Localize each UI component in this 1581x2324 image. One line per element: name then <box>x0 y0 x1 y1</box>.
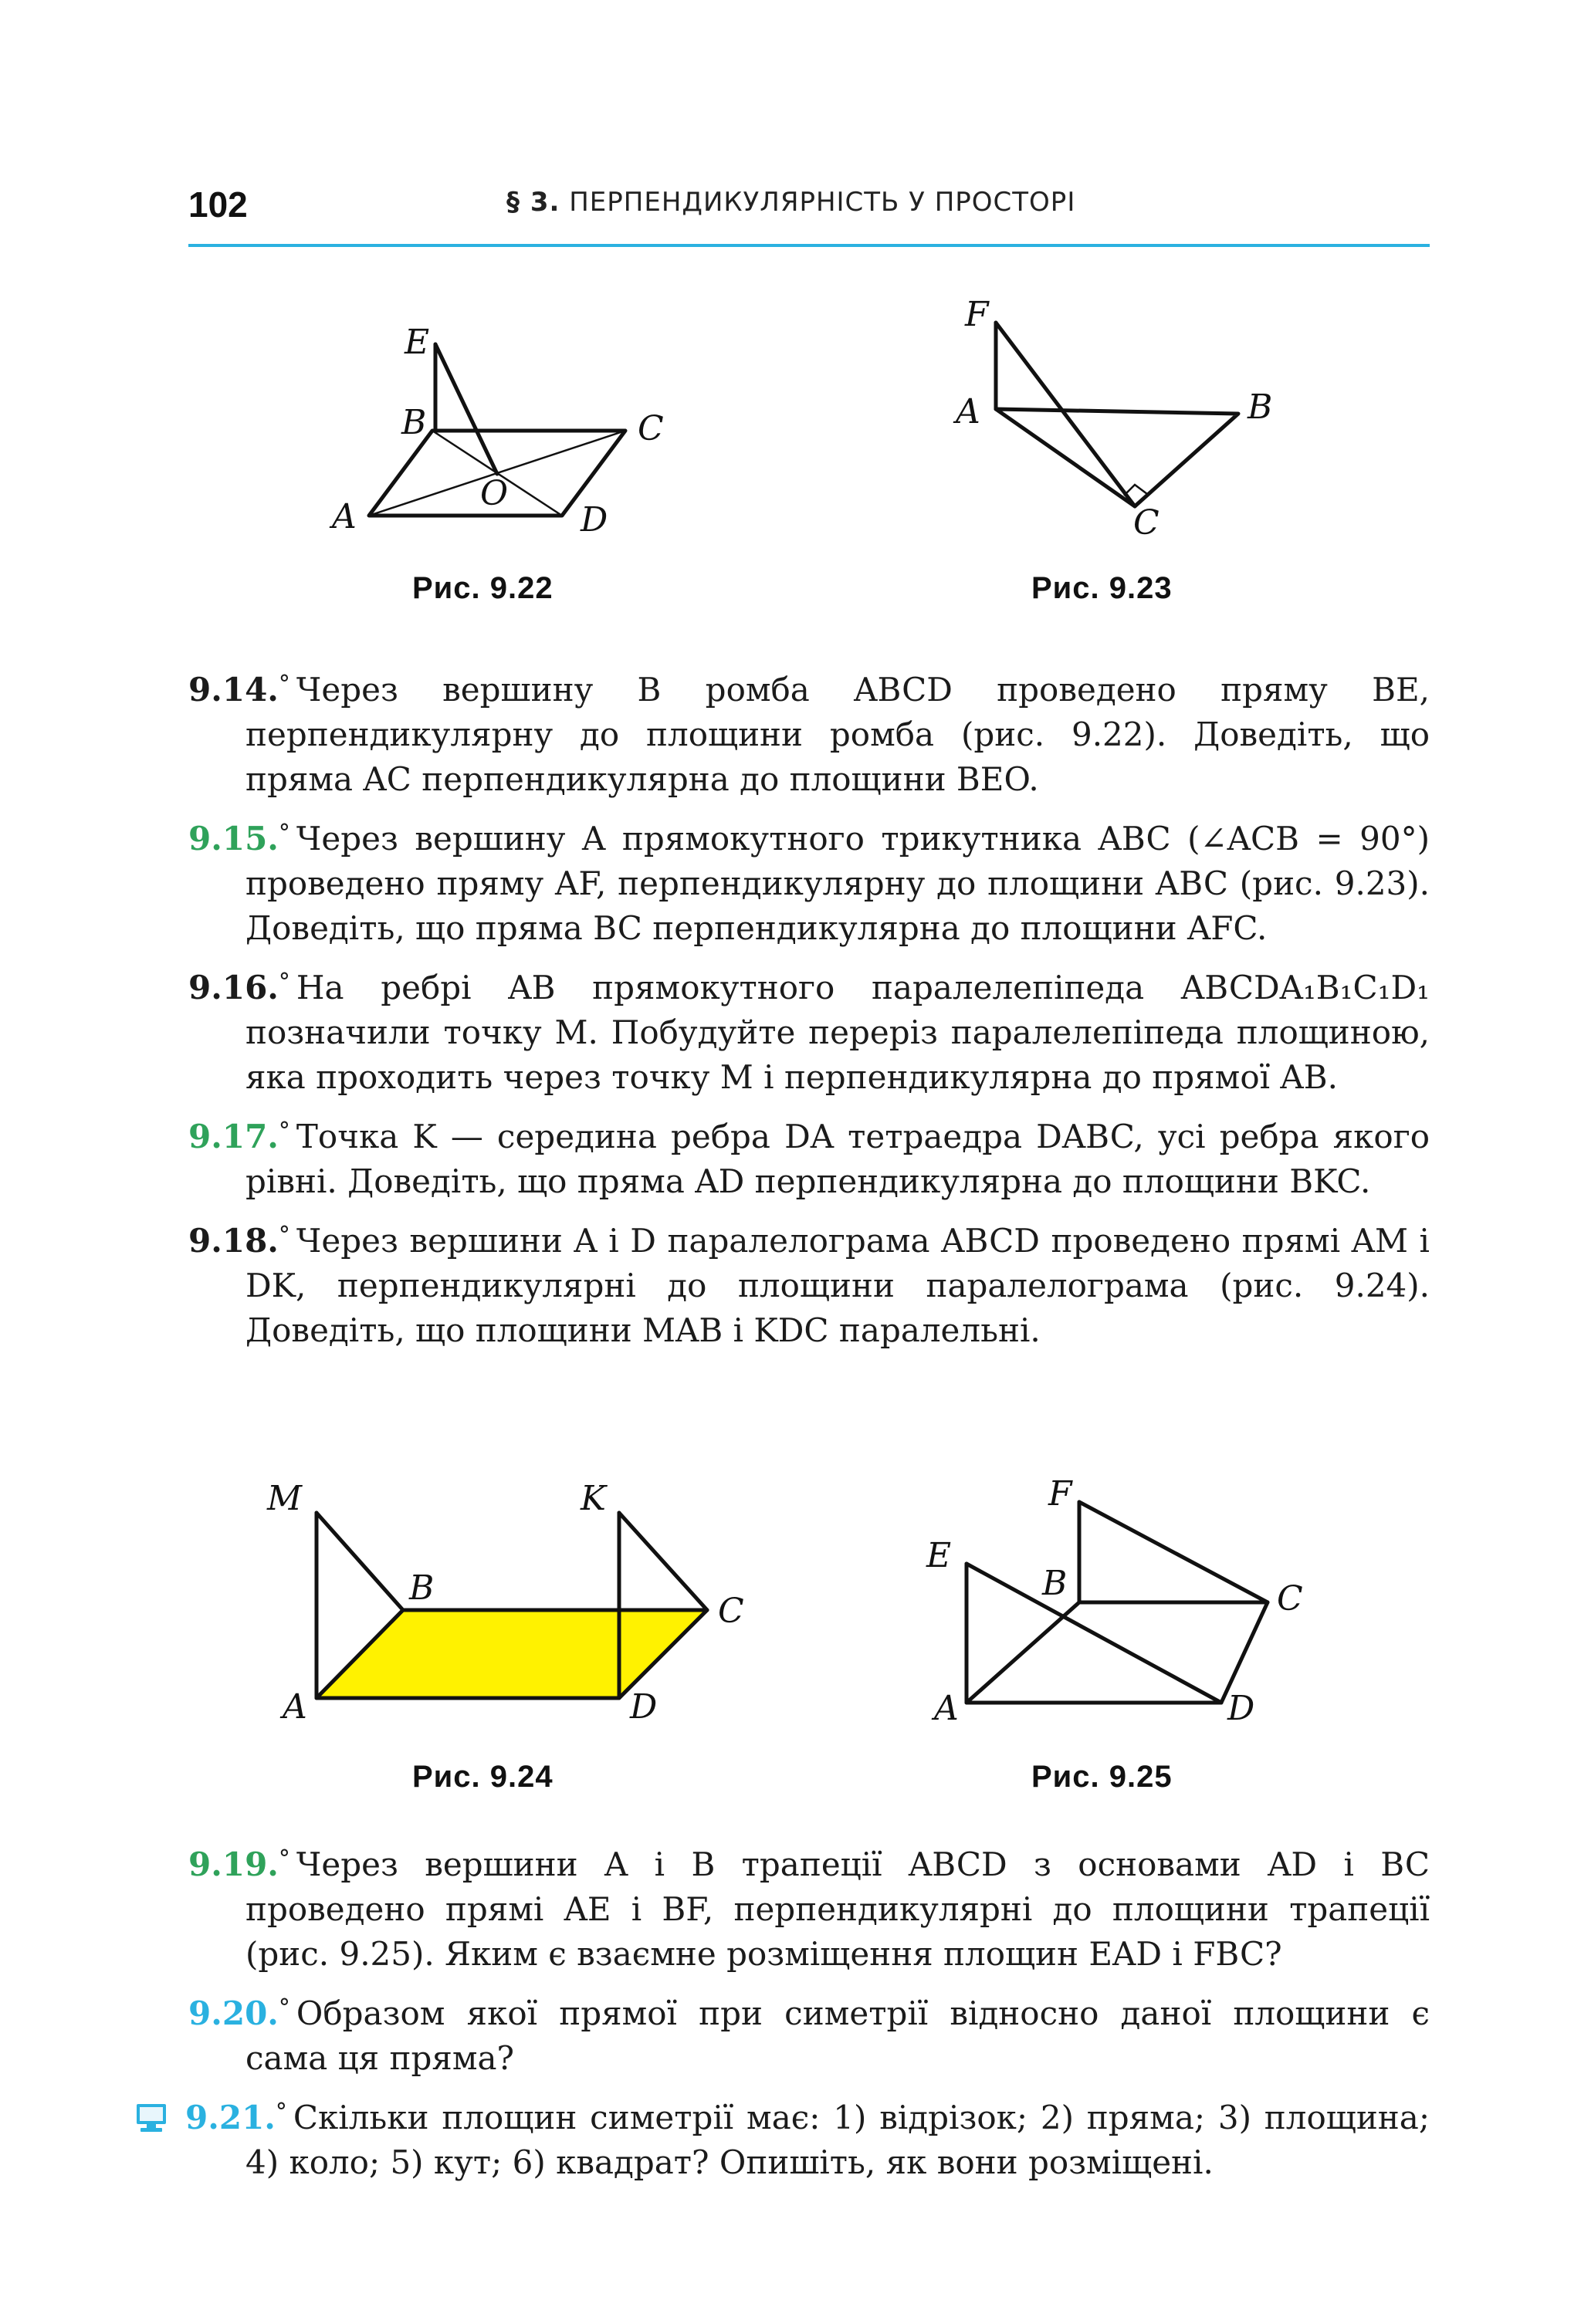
degree-mark: ° <box>278 1845 290 1872</box>
problem-number: 9.14. <box>188 671 279 709</box>
segment-fc <box>996 323 1135 506</box>
label-c: C <box>1277 1579 1303 1619</box>
label-c: C <box>1133 503 1160 543</box>
problems-block-2 <box>185 1837 1430 2194</box>
problem-text: На ребрі AB прямокутного паралелепіпеда ABCDA₁B₁C₁D₁ позначили точку M. Побудуйте переріз паралелепіпеда площиною, яка проходить через точку M і перпендикулярна до прямої AB. <box>245 969 1430 1096</box>
problem-text: Скільки площин симетрії має: 1) відрізок; 2) пряма; 3) площина; 4) коло; 5) кут; 6) квадрат? Опишіть, як вони розміщені. <box>245 2099 1430 2181</box>
problem-9-19 <box>188 1837 1430 1977</box>
label-d: D <box>1227 1689 1255 1728</box>
problem-9-20 <box>188 1986 1430 2081</box>
figure-9-24-drawing <box>0 1451 790 1837</box>
label-e: E <box>405 323 430 362</box>
caption-fig-9-22: Рис. 9.22 <box>412 571 554 605</box>
problem-number: 9.17. <box>188 1118 279 1155</box>
section-prefix: § 3. <box>506 187 560 218</box>
figure-9-25 <box>790 1451 1581 1837</box>
degree-mark: ° <box>278 1118 290 1145</box>
problem-9-14 <box>188 662 1430 802</box>
segment-eo <box>435 344 497 474</box>
label-a: A <box>332 497 357 536</box>
label-a: A <box>956 392 980 431</box>
label-a: A <box>283 1687 307 1727</box>
degree-mark: ° <box>278 1222 290 1249</box>
figure-9-25-drawing <box>790 1451 1581 1837</box>
trapezoid-abcd <box>967 1602 1268 1703</box>
problem-9-15 <box>188 811 1430 951</box>
caption-fig-9-23: Рис. 9.23 <box>1031 571 1173 605</box>
problem-number: 9.18. <box>188 1222 279 1260</box>
problem-9-16 <box>188 960 1430 1100</box>
label-a: A <box>934 1689 959 1728</box>
degree-mark: ° <box>275 2099 287 2126</box>
segment-kc <box>619 1513 707 1610</box>
segment-fc <box>1079 1502 1268 1602</box>
computer-icon <box>134 2100 168 2131</box>
degree-mark: ° <box>278 671 290 698</box>
caption-fig-9-25: Рис. 9.25 <box>1031 1760 1173 1794</box>
figure-9-24 <box>0 1451 790 1837</box>
problem-9-21 <box>185 2090 1430 2185</box>
label-c: C <box>638 409 664 448</box>
problem-number: 9.21. <box>185 2099 276 2136</box>
problem-number: 9.15. <box>188 820 279 858</box>
segment-ed <box>967 1564 1221 1703</box>
problems-block-1 <box>188 662 1430 1362</box>
figure-9-23-drawing <box>790 0 1581 633</box>
problem-number: 9.20. <box>188 1994 279 2032</box>
segment-mb <box>317 1513 403 1610</box>
label-k: K <box>581 1479 606 1518</box>
page-number: 102 <box>188 184 248 225</box>
degree-mark: ° <box>278 820 290 847</box>
problem-text: Через вершини A і B трапеції ABCD з основами AD і BC проведено прямі AE і BF, перпендикулярні до площини трапеції (рис. 9.25). Яким є взаємне розміщення площин EAD і FBC? <box>245 1845 1430 1973</box>
label-o: O <box>480 474 509 513</box>
problem-9-17 <box>188 1109 1430 1204</box>
label-c: C <box>718 1592 744 1631</box>
problem-text: Образом якої прямої при симетрії відносно даної площини є сама ця пряма? <box>245 1994 1430 2077</box>
figure-9-23 <box>790 0 1581 633</box>
problem-number: 9.16. <box>188 969 279 1006</box>
problem-number: 9.19. <box>188 1845 279 1883</box>
label-d: D <box>581 500 608 540</box>
label-b: B <box>409 1568 435 1608</box>
problem-text: Через вершину A прямокутного трикутника ABC (∠ACB = 90°) проведено пряму AF, перпендикулярну до площини ABC (рис. 9.23). Доведіть, що пряма BC перпендикулярна до площини AFC. <box>245 820 1430 947</box>
parallelogram-fill <box>317 1610 707 1698</box>
degree-mark: ° <box>278 969 290 996</box>
section-title-text: ПЕРПЕНДИКУЛЯРНІСТЬ У ПРОСТОРІ <box>569 187 1076 218</box>
figure-9-22-drawing <box>0 0 790 633</box>
degree-mark: ° <box>278 1994 290 2021</box>
label-d: D <box>630 1687 658 1727</box>
label-b: B <box>1042 1564 1068 1603</box>
label-m: M <box>267 1479 303 1518</box>
problem-text: Через вершину B ромба ABCD проведено пряму BE, перпендикулярну до площини ромба (рис. 9.22). Доведіть, що пряма AC перпендикулярна до площини BEO. <box>245 671 1430 798</box>
label-b: B <box>401 403 427 442</box>
label-e: E <box>926 1536 952 1575</box>
figure-9-22 <box>0 0 790 633</box>
triangle-abc <box>996 409 1238 506</box>
problem-text: Через вершини A і D паралелограма ABCD проведено прямі AM і DK, перпендикулярні до площини паралелограма (рис. 9.24). Доведіть, що площини MAB і KDC паралельні. <box>245 1222 1430 1349</box>
label-b: B <box>1248 387 1273 427</box>
label-f: F <box>965 295 989 334</box>
problem-9-18 <box>188 1213 1430 1353</box>
problem-text: Точка K — середина ребра DA тетраедра DABC, усі ребра якого рівні. Доведіть, що пряма AD перпендикулярна до площини BKC. <box>245 1118 1430 1200</box>
caption-fig-9-24: Рис. 9.24 <box>412 1760 554 1794</box>
label-f: F <box>1048 1474 1072 1514</box>
